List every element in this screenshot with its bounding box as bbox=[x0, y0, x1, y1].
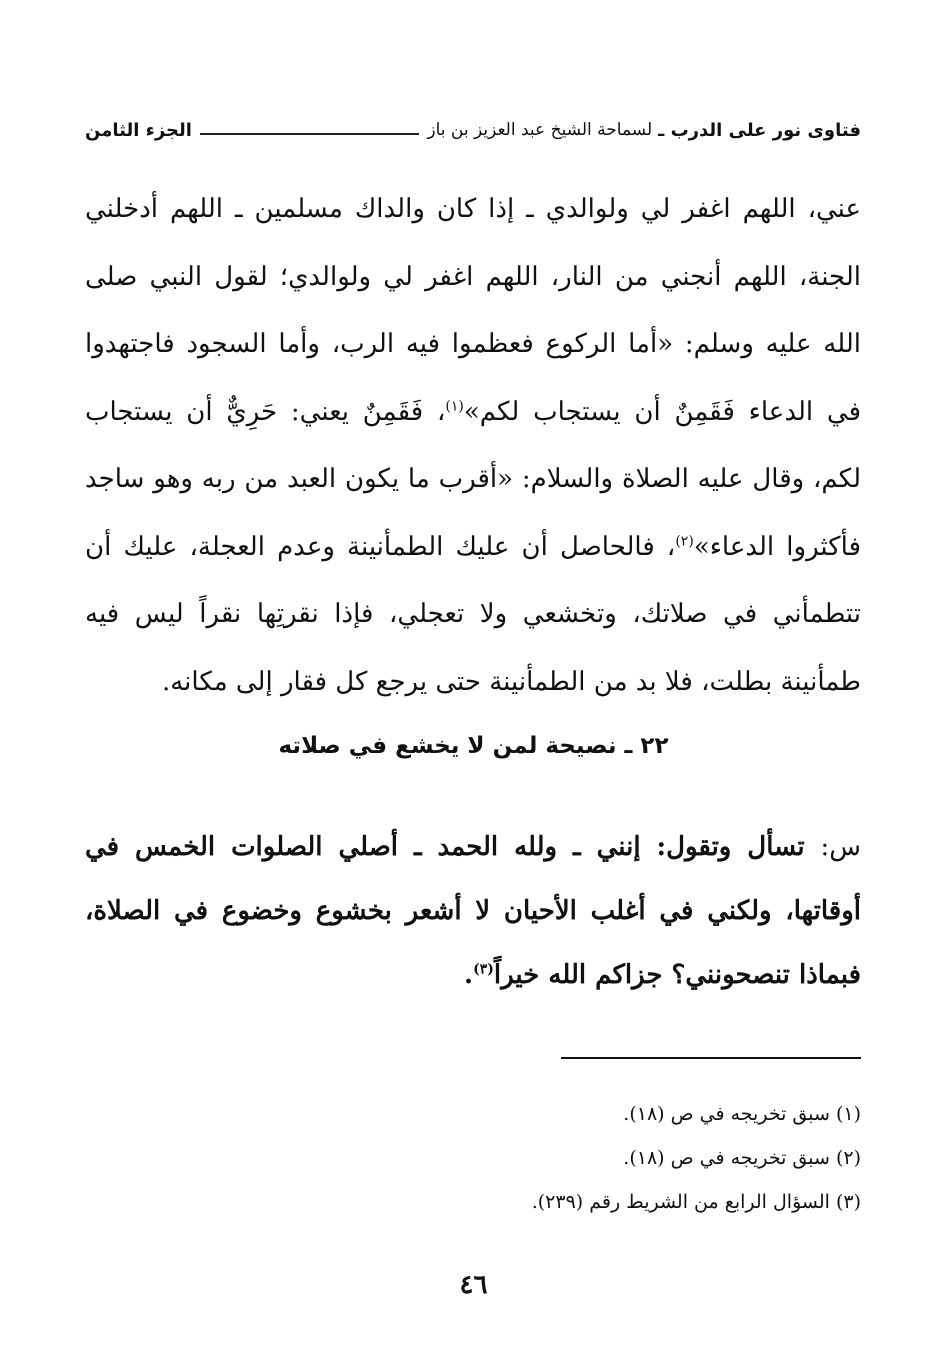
header-rule bbox=[200, 133, 419, 135]
running-header bbox=[85, 112, 861, 148]
question-end: . bbox=[464, 960, 474, 990]
body-text-part-2: ، فَقَمِنٌ يعني: حَرِيٌّ أن يستجاب لكم، وقال عليه الصلاة والسلام: «أقرب ما يكون العبد من ربه وهو ساجد فأكثروا الدعاء» bbox=[85, 396, 861, 562]
question-paragraph bbox=[85, 815, 861, 1007]
footnotes bbox=[85, 1092, 861, 1224]
footnote-ref-3: (٣) bbox=[473, 961, 494, 978]
book-author: لسماحة الشيخ عبد العزيز بن باز bbox=[427, 120, 653, 140]
body-text-part-3: ، فالحاصل أن عليك الطمأنينة وعدم العجلة، عليك أن تتطمأني في صلاتك، وتخشعي ولا تعجلي، فإذا نقرتِها نقراً ليس فيه طمأنينة بطلت، فلا بد من الطمأنينة حتى يرجع كل فقار إلى مكانه. bbox=[85, 531, 861, 697]
footnote-separator bbox=[561, 1057, 861, 1059]
page-number: ٤٦ bbox=[459, 1270, 488, 1300]
footnote-3: (٣) السؤال الرابع من الشريط رقم (٢٣٩). bbox=[531, 1191, 861, 1213]
question-text: تسأل وتقول: إنني ـ ولله الحمد ـ أصلي الصلوات الخمس في أوقاتها، ولكني في أغلب الأحيان لا أشعر بخشوع وخضوع في الصلاة، فبماذا تنصحونني؟ جزاكم الله خيراً bbox=[85, 832, 861, 990]
footnote-ref-2: (٢) bbox=[675, 532, 694, 549]
body-paragraph bbox=[85, 176, 861, 716]
book-part: الجزء الثامن bbox=[85, 119, 192, 141]
footnote-ref-1: (١) bbox=[445, 397, 464, 414]
book-title: فتاوى نور على الدرب ـ bbox=[658, 119, 861, 141]
body-text-part-1: عني، اللهم اغفر لي ولوالدي ـ إذا كان والداك مسلمين ـ اللهم أدخلني الجنة، اللهم أنجني من النار، اللهم اغفر لي ولوالدي؛ لقول النبي صلى الله عليه وسلم: «أما الركوع فعظموا فيه الرب، وأما السجود فاجتهدوا في الدعاء فَقَمِنٌ أن يستجاب لكم» bbox=[85, 194, 862, 427]
question-label: س: bbox=[820, 832, 862, 862]
section-heading: ٢٢ ـ نصيحة لمن لا يخشع في صلاته bbox=[278, 733, 669, 759]
footnote-2: (٢) سبق تخريجه في ص (١٨). bbox=[623, 1147, 861, 1169]
footnote-1: (١) سبق تخريجه في ص (١٨). bbox=[623, 1103, 861, 1125]
